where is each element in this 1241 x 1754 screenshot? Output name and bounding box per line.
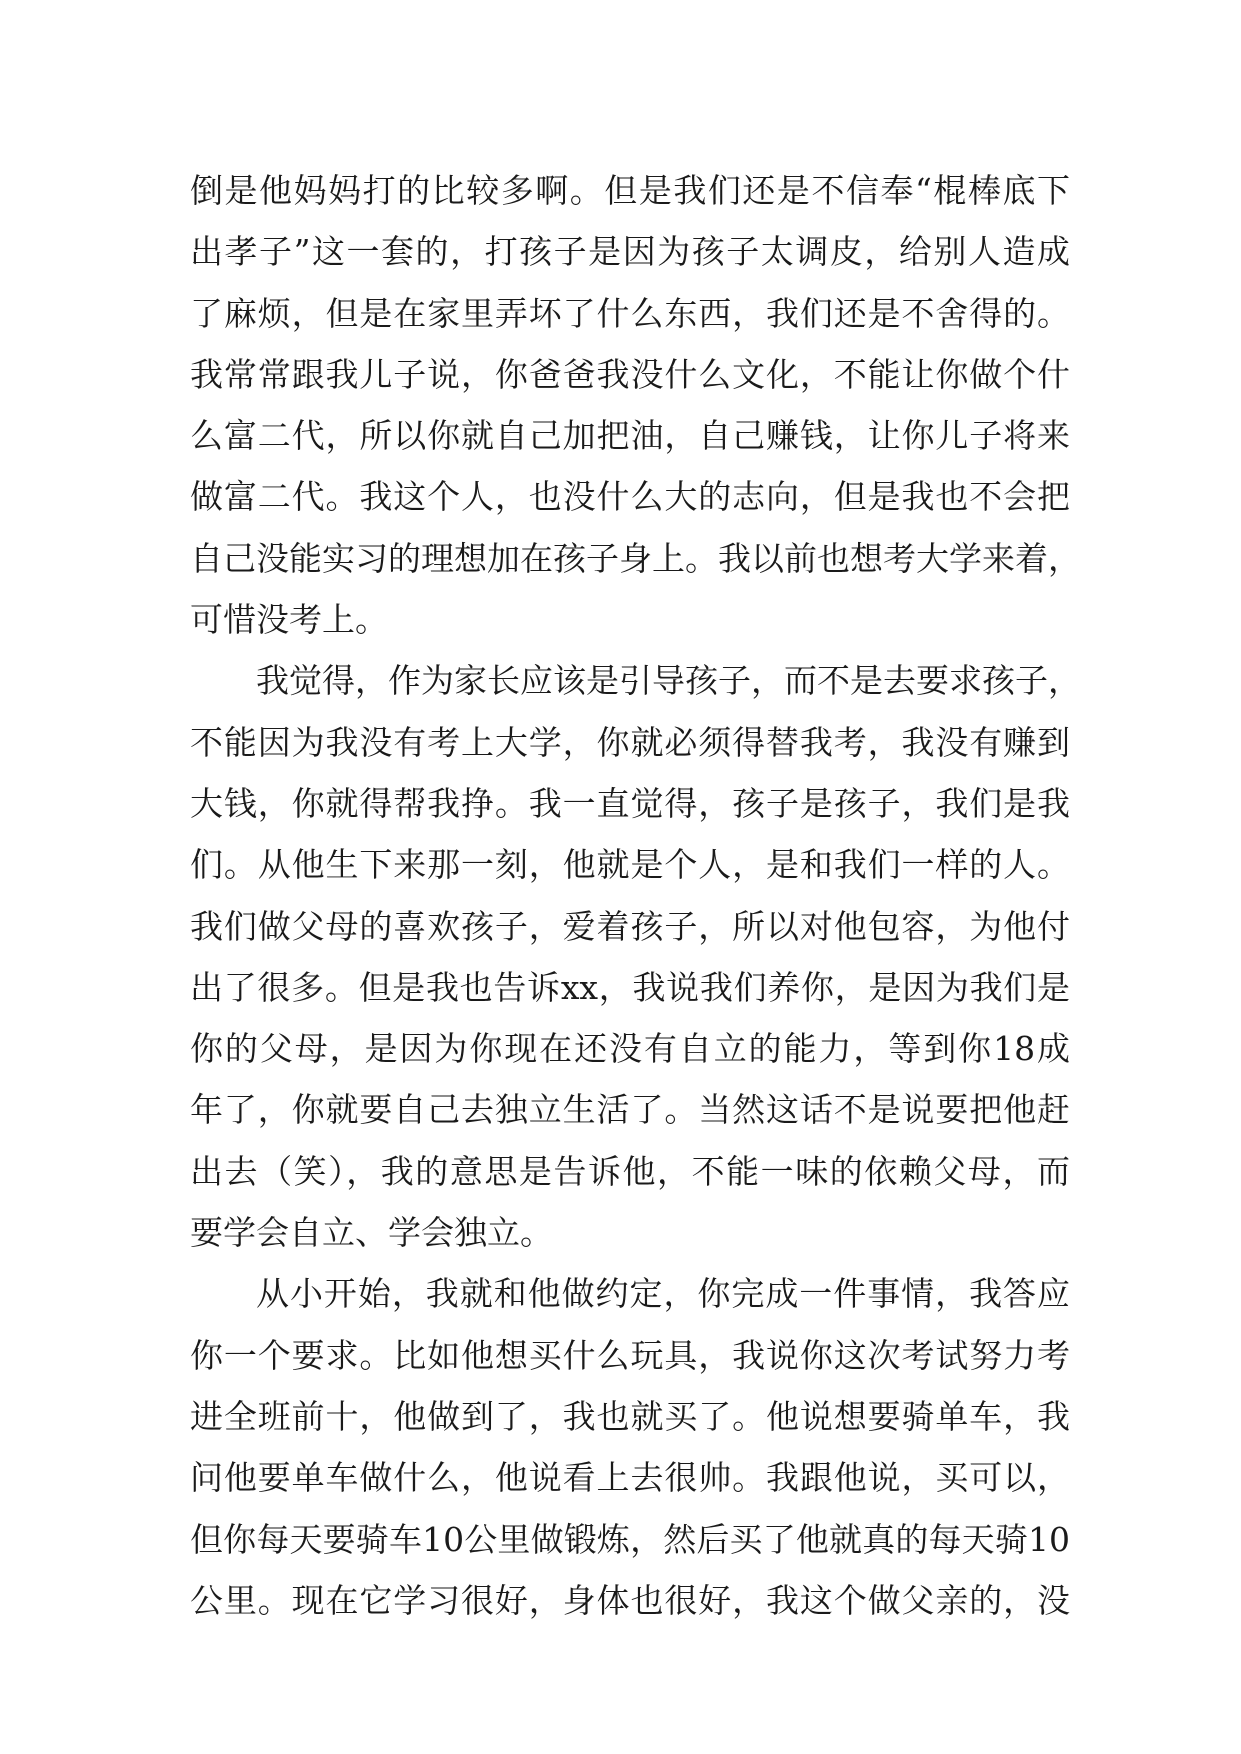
- text-line: 出了很多。但是我也告诉xx，我说我们养你，是因为我们是: [190, 967, 1070, 1007]
- text-line: 出孝子”这一套的，打孩子是因为孩子太调皮，给别人造成: [190, 232, 1070, 272]
- text-line: 了麻烦，但是在家里弄坏了什么东西，我们还是不舍得的。: [190, 293, 1070, 333]
- text-line: 不能因为我没有考上大学，你就必须得替我考，我没有赚到: [190, 722, 1070, 762]
- text-line: 年了，你就要自己去独立生活了。当然这话不是说要把他赶: [190, 1090, 1070, 1130]
- text-line: 自己没能实习的理想加在孩子身上。我以前也想考大学来着，: [190, 538, 1081, 578]
- text-line: 们。从他生下来那一刻，他就是个人，是和我们一样的人。: [190, 845, 1070, 885]
- text-line: 我们做父母的喜欢孩子，爱着孩子，所以对他包容，为他付: [190, 906, 1070, 946]
- text-line: 公里。现在它学习很好，身体也很好，我这个做父亲的，没: [190, 1580, 1070, 1620]
- text-line: 我觉得，作为家长应该是引导孩子，而不是去要求孩子，: [256, 661, 1081, 701]
- text-line: 么富二代，所以你就自己加把油，自己赚钱，让你儿子将来: [190, 416, 1070, 456]
- text-line: 问他要单车做什么，他说看上去很帅。我跟他说，买可以，: [190, 1458, 1070, 1498]
- text-line: 进全班前十，他做到了，我也就买了。他说想要骑单车，我: [190, 1396, 1070, 1436]
- text-line: 你的父母，是因为你现在还没有自立的能力，等到你18成: [190, 1029, 1070, 1069]
- text-line: 我常常跟我儿子说，你爸爸我没什么文化，不能让你做个什: [190, 354, 1070, 394]
- text-line: 出去（笑），我的意思是告诉他，不能一味的依赖父母，而: [190, 1151, 1070, 1191]
- text-line: 但你每天要骑车10公里做锻炼，然后买了他就真的每天骑10: [190, 1519, 1070, 1559]
- text-line: 可惜没考上。: [190, 600, 388, 640]
- paragraph-3: [190, 1263, 1070, 1631]
- text-line: 做富二代。我这个人，也没什么大的志向，但是我也不会把: [190, 477, 1070, 517]
- paragraph-1: [190, 160, 1081, 650]
- text-line: 倒是他妈妈打的比较多啊。但是我们还是不信奉“棍棒底下: [190, 171, 1070, 210]
- text-line: 要学会自立、学会独立。: [190, 1213, 553, 1253]
- text-line: 大钱，你就得帮我挣。我一直觉得，孩子是孩子，我们是我: [190, 783, 1070, 823]
- text-line: 从小开始，我就和他做约定，你完成一件事情，我答应: [256, 1274, 1070, 1314]
- body-text: [190, 160, 1081, 1631]
- paragraph-2: [190, 650, 1081, 1263]
- text-line: 你一个要求。比如他想买什么玩具，我说你这次考试努力考: [190, 1335, 1070, 1375]
